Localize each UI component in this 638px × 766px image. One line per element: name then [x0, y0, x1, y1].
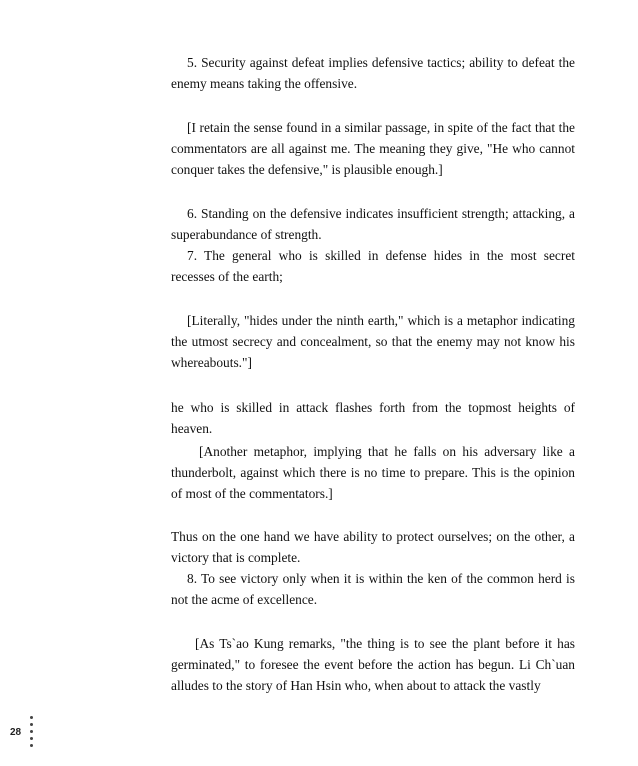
paragraph-commentary-2: [Literally, "hides under the ninth earth," which is a metaphor indicating the utmost secrecy and concealment, so that the enemy may not know his whereabouts."] — [171, 313, 575, 370]
paragraph-verse-7-continued: he who is skilled in attack flashes forth from the topmost heights of heaven. — [171, 400, 575, 436]
paragraph-commentary-4: [As Ts`ao Kung remarks, "the thing is to see the plant before it has germinated," to foresee the event before the action has begun. Li Ch`uan alludes to the story of Han Hsin who, when about to attack the vastly — [171, 636, 575, 693]
paragraph-commentary-3: [Another metaphor, implying that he falls on his adversary like a thunderbolt, against which there is no time to prepare. This is the opinion of most of the commentators.] — [171, 444, 575, 501]
page-number: 28 — [10, 727, 22, 738]
page-margin-dots — [30, 716, 33, 751]
paragraph-verse-8: 8. To see victory only when it is within the ken of the common herd is not the acme of excellence. — [171, 571, 575, 607]
paragraph-verse-5: 5. Security against defeat implies defensive tactics; ability to defeat the enemy means taking the offensive. — [171, 55, 575, 91]
paragraph-commentary-1: [I retain the sense found in a similar passage, in spite of the fact that the commentators are all against me. The meaning they give, "He who cannot conquer takes the defensive," is plausible enough.] — [171, 120, 575, 177]
paragraph-verse-6: 6. Standing on the defensive indicates insufficient strength; attacking, a superabundance of strength. — [171, 206, 575, 242]
paragraph-verse-7: 7. The general who is skilled in defense hides in the most secret recesses of the earth; — [171, 248, 575, 284]
paragraph-conclusion: Thus on the one hand we have ability to protect ourselves; on the other, a victory that is complete. — [171, 529, 575, 565]
